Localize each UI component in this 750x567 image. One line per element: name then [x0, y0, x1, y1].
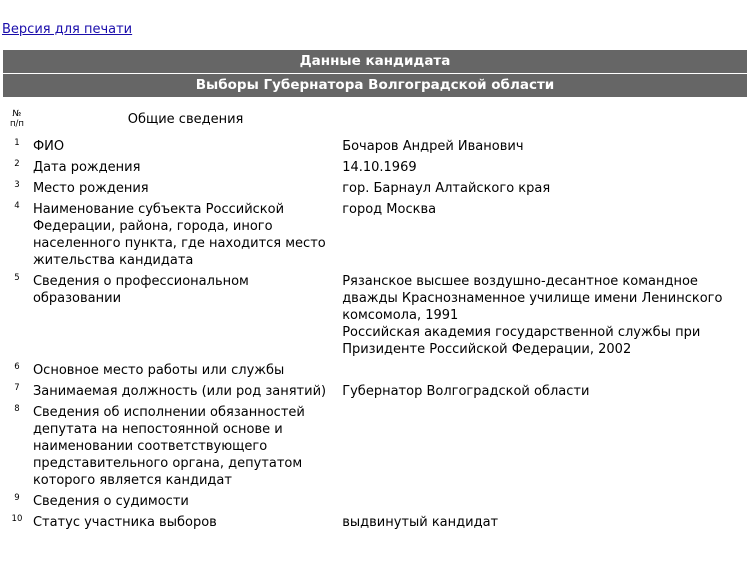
field-label: Дата рождения — [32, 160, 141, 175]
row-number: 3 — [14, 180, 20, 190]
field-value — [340, 178, 747, 199]
row-number: 6 — [14, 362, 20, 372]
table-row — [3, 381, 747, 402]
field-value-line: Бочаров Андрей Иванович — [342, 139, 524, 154]
table-row — [3, 157, 747, 178]
row-number: 4 — [14, 201, 20, 211]
value-header — [340, 103, 747, 136]
field-value-line: гор. Барнаул Алтайского края — [342, 181, 551, 196]
election-title-header: Выборы Губернатора Волгоградской области — [3, 74, 747, 97]
field-value — [340, 136, 747, 157]
field-label: Место рождения — [32, 181, 149, 196]
row-number: 9 — [14, 493, 20, 503]
row-number: 10 — [11, 514, 23, 524]
table-row — [3, 178, 747, 199]
field-value — [340, 512, 747, 533]
field-label: Сведения о судимости — [32, 494, 189, 509]
field-value-line: 14.10.1969 — [342, 160, 417, 175]
table-header-row — [3, 103, 747, 136]
table-row — [3, 512, 747, 533]
row-number: 8 — [14, 404, 20, 414]
field-value-line: выдвинутый кандидат — [342, 515, 499, 530]
table-row — [3, 199, 747, 271]
field-label: Сведения о профессиональном образовании — [32, 274, 249, 306]
field-value — [340, 360, 747, 381]
field-value — [340, 157, 747, 178]
field-value — [340, 402, 747, 491]
field-value — [340, 381, 747, 402]
field-value — [340, 491, 747, 512]
row-number: 1 — [14, 138, 20, 148]
field-value-line: город Москва — [342, 202, 437, 217]
print-version-link[interactable]: Версия для печати — [2, 22, 133, 37]
field-value — [340, 271, 747, 360]
row-number: 5 — [14, 273, 20, 283]
row-number-header — [3, 103, 31, 136]
field-value-line: Рязанское высшее воздушно-десантное командное дважды Краснознаменное училище имени Ленинского комсомола, 1991 — [342, 274, 723, 323]
candidate-data-header: Данные кандидата — [3, 50, 747, 73]
table-row — [3, 491, 747, 512]
field-label: ФИО — [32, 139, 65, 154]
num-header-symbol: № — [12, 109, 22, 119]
field-label: Статус участника выборов — [32, 515, 217, 530]
field-value — [340, 199, 747, 271]
field-label: Основное место работы или службы — [32, 363, 285, 378]
row-number: 2 — [14, 159, 20, 169]
field-value-line: Российская академия государственной службы при Призиденте Российской Федерации, 2002 — [342, 325, 701, 357]
table-row — [3, 360, 747, 381]
table-row — [3, 402, 747, 491]
num-header-abbr: п/п — [9, 119, 24, 129]
field-value-line: Губернатор Волгоградской области — [342, 384, 590, 399]
field-label: Сведения об исполнении обязанностей депутата на непостоянной основе и наименовании соответствующего представительного органа, депутатом которого является кандидат — [32, 405, 305, 488]
field-label: Занимаемая должность (или род занятий) — [32, 384, 327, 399]
field-label: Наименование субъекта Российской Федерации, района, города, иного населенного пункта, где находится место жительства кандидата — [32, 202, 326, 268]
candidate-info-table — [3, 103, 747, 533]
row-number: 7 — [14, 383, 20, 393]
general-info-header: Общие сведения — [127, 112, 244, 127]
table-row — [3, 136, 747, 157]
table-row — [3, 271, 747, 360]
